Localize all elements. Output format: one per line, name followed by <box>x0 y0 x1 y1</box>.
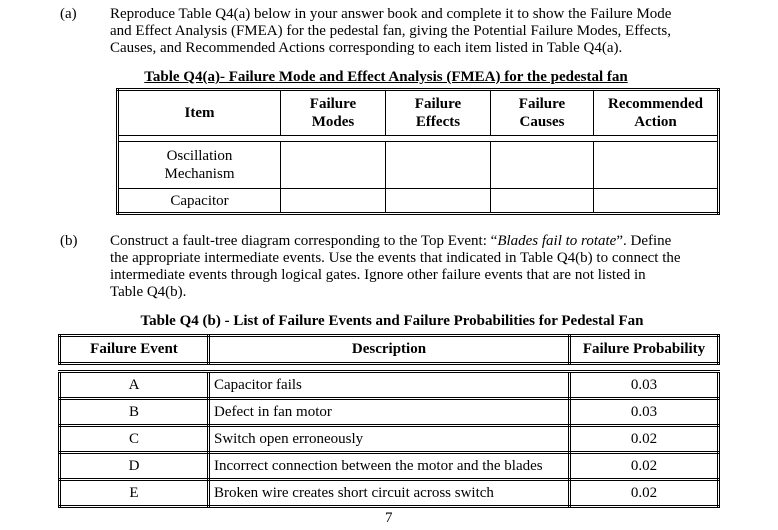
question-b-line: the appropriate intermediate events. Use the events that indicated in Table Q4(b) to connect the <box>110 250 681 266</box>
question-b-line: Table Q4(b). <box>110 284 187 300</box>
event-probability: 0.02 <box>570 480 719 507</box>
page-number: 7 <box>385 510 393 526</box>
event-description: Defect in fan motor <box>209 399 570 426</box>
item-oscillation-mechanism: Oscillation Mechanism <box>118 142 281 189</box>
table-row <box>60 372 719 399</box>
question-a-line: Causes, and Recommended Actions corresponding to each item listed in Table Q4(a). <box>110 40 623 56</box>
empty-cell <box>281 189 386 214</box>
event-id: D <box>60 453 209 480</box>
event-probability: 0.02 <box>570 453 719 480</box>
header-failure-causes: Failure Causes <box>491 90 594 136</box>
table-row <box>60 453 719 480</box>
question-a-line: and Effect Analysis (FMEA) for the pedestal fan, giving the Potential Failure Modes, Effects, <box>110 23 671 39</box>
empty-cell <box>491 142 594 189</box>
header-failure-effects: Failure Effects <box>386 90 491 136</box>
event-probability: 0.02 <box>570 426 719 453</box>
table-row <box>60 399 719 426</box>
empty-cell <box>281 142 386 189</box>
question-a-line: Reproduce Table Q4(a) below in your answer book and complete it to show the Failure Mode <box>110 6 672 22</box>
fmea-row <box>118 142 719 189</box>
question-b-label: (b) <box>60 233 78 249</box>
event-probability: 0.03 <box>570 399 719 426</box>
empty-cell <box>594 142 719 189</box>
event-probability: 0.03 <box>570 372 719 399</box>
empty-cell <box>491 189 594 214</box>
empty-cell <box>594 189 719 214</box>
fmea-header-row <box>118 90 719 136</box>
header-failure-modes: Failure Modes <box>281 90 386 136</box>
question-a-label: (a) <box>60 6 77 22</box>
failure-events-table <box>58 334 720 508</box>
header-description: Description <box>209 336 570 364</box>
events-spacer-row <box>60 364 719 372</box>
event-id: B <box>60 399 209 426</box>
table-row <box>60 426 719 453</box>
item-capacitor: Capacitor <box>118 189 281 214</box>
empty-cell <box>386 189 491 214</box>
event-description: Switch open erroneously <box>209 426 570 453</box>
events-header-row <box>60 336 719 364</box>
event-description: Broken wire creates short circuit across switch <box>209 480 570 507</box>
question-b-text <box>110 233 718 301</box>
table-b-caption: Table Q4 (b) - List of Failure Events and Failure Probabilities for Pedestal Fan <box>140 313 644 329</box>
header-item: Item <box>118 90 281 136</box>
question-b-line: intermediate events through logical gates. Ignore other failure events that are not listed in <box>110 267 646 283</box>
header-failure-probability: Failure Probability <box>570 336 719 364</box>
table-row <box>60 480 719 507</box>
fmea-table <box>116 88 720 215</box>
event-description: Incorrect connection between the motor and the blades <box>209 453 570 480</box>
empty-cell <box>386 142 491 189</box>
event-id: E <box>60 480 209 507</box>
event-id: A <box>60 372 209 399</box>
fmea-row <box>118 189 719 214</box>
question-a-text <box>110 6 716 57</box>
table-a-caption: Table Q4(a)- Failure Mode and Effect Analysis (FMEA) for the pedestal fan <box>144 69 628 85</box>
header-failure-event: Failure Event <box>60 336 209 364</box>
event-description: Capacitor fails <box>209 372 570 399</box>
question-b-line: Construct a fault-tree diagram corresponding to the Top Event: “Blades fail to rotate”. Define <box>110 233 672 249</box>
header-recommended-action: Recommended Action <box>594 90 719 136</box>
event-id: C <box>60 426 209 453</box>
